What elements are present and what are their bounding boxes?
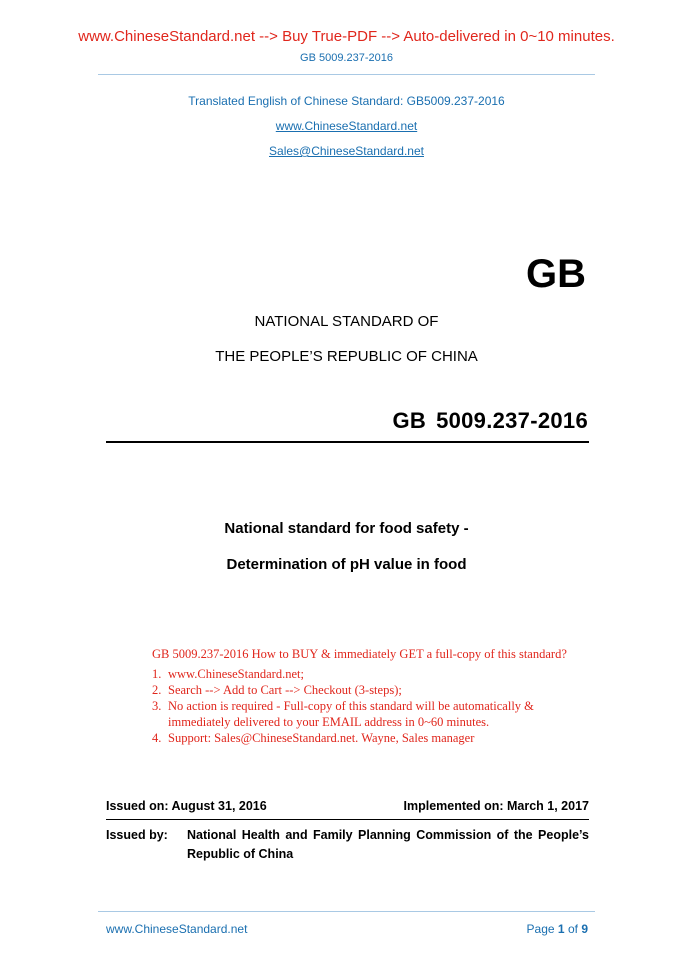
page-number: Page 1 of 9 <box>526 922 588 936</box>
document-title-line1: National standard for food safety - <box>224 520 469 537</box>
header-divider <box>98 74 595 75</box>
list-item: 2. Search --> Add to Cart --> Checkout (3-steps); <box>152 683 402 697</box>
purchase-heading[interactable]: GB 5009.237-2016 How to BUY & immediately GET a full-copy of this standard? <box>152 647 567 661</box>
issued-on-date: Issued on: August 31, 2016 <box>106 799 267 813</box>
issue-rule <box>106 819 589 820</box>
list-item: 1. www.ChineseStandard.net; <box>152 667 304 681</box>
standard-number <box>392 408 588 434</box>
header-standard-code: GB 5009.237-2016 <box>300 52 393 64</box>
top-banner[interactable]: www.ChineseStandard.net --> Buy True-PDF --> Auto-delivered in 0~10 minutes. <box>78 28 615 45</box>
purchase-instructions <box>152 647 612 746</box>
implemented-on-date: Implemented on: March 1, 2017 <box>403 799 589 813</box>
document-title-line2: Determination of pH value in food <box>226 556 467 573</box>
title-rule <box>106 441 589 443</box>
issued-by-text: National Health and Family Planning Commission of the People’s Republic of China <box>187 828 589 861</box>
gb-mark: GB <box>526 252 586 296</box>
list-item: 4. Support: Sales@ChineseStandard.net. Wayne, Sales manager <box>152 731 475 745</box>
footer-divider <box>98 911 595 912</box>
list-item: 3. No action is required - Full-copy of this standard will be automatically & immediately delivered to your EMAIL address in 0~60 minutes. <box>152 699 534 729</box>
national-standard-line1: NATIONAL STANDARD OF <box>254 313 439 330</box>
website-link[interactable]: www.ChineseStandard.net <box>275 119 418 133</box>
sales-email-link[interactable]: Sales@ChineseStandard.net <box>269 144 424 158</box>
standard-number-value: 5009.237-2016 <box>436 408 588 433</box>
national-standard-line2: THE PEOPLE’S REPUBLIC OF CHINA <box>215 348 478 365</box>
standard-prefix: GB <box>392 408 427 433</box>
issued-by-label: Issued by: <box>106 828 168 842</box>
footer-website[interactable]: www.ChineseStandard.net <box>106 922 248 936</box>
translated-caption: Translated English of Chinese Standard: GB5009.237-2016 <box>188 94 505 108</box>
